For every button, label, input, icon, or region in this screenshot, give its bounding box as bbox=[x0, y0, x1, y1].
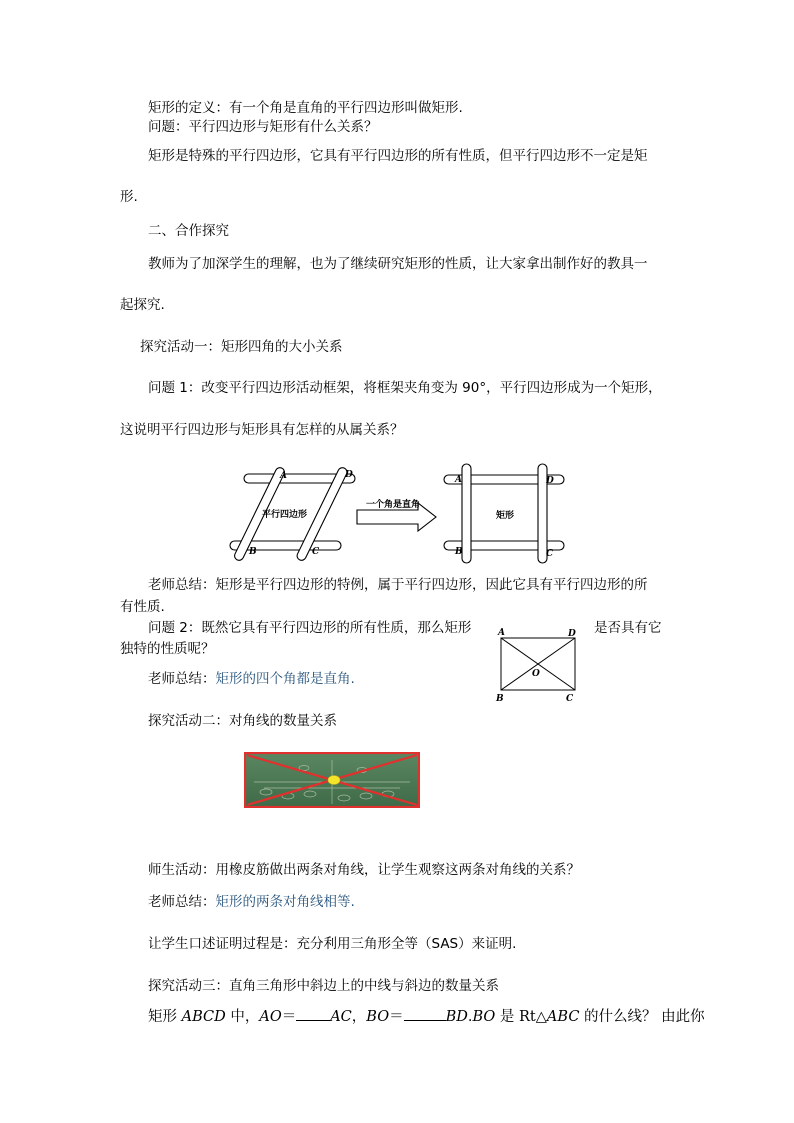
summary-2-prefix: 老师总结： bbox=[148, 671, 216, 687]
para-label-d: D bbox=[345, 470, 353, 480]
rect-label-c: C bbox=[546, 549, 554, 559]
rectangle-question-line: 矩形 ABCD 中，AO＝ AC，BO＝ BD.BO 是 Rt△ABC 的什么线？ 由此你 bbox=[148, 1006, 705, 1026]
rect-label-a: A bbox=[455, 475, 462, 485]
parallelogram-caption: 平行四边形 bbox=[262, 510, 308, 520]
question-2-line-1: 问题 2：既然它具有平行四边形的所有性质，那么矩形 bbox=[148, 620, 472, 636]
para-label-b: B bbox=[249, 547, 257, 557]
proof-line: 让学生口述证明过程是：充分利用三角形全等（SAS）来证明. bbox=[148, 936, 517, 952]
fig2-label-c: C bbox=[566, 694, 574, 704]
question-relationship: 问题：平行四边形与矩形有什么关系？ bbox=[148, 119, 378, 135]
question-1-line-2: 这说明平行四边形与矩形具有怎样的从属关系？ bbox=[120, 422, 404, 438]
summary-1-line-1: 老师总结：矩形是平行四边形的特例，属于平行四边形，因此它具有平行四边形的所 bbox=[148, 577, 648, 593]
rect-label-b: B bbox=[455, 547, 463, 557]
arrow-caption: 一个角是直角 bbox=[366, 500, 421, 510]
section-2-heading: 二、合作探究 bbox=[148, 223, 229, 239]
parallelogram-to-rectangle-figure bbox=[225, 462, 570, 568]
para-label-c: C bbox=[312, 547, 320, 557]
paragraph-1-line-1: 矩形是特殊的平行四边形，它具有平行四边形的所有性质，但平行四边形不一定是矩 bbox=[148, 148, 648, 164]
fig2-label-b: B bbox=[496, 694, 504, 704]
activity-3-heading: 探究活动三：直角三角形中斜边上的中线与斜边的数量关系 bbox=[148, 978, 499, 994]
fig2-label-a: A bbox=[498, 628, 505, 638]
rectangle-caption: 矩形 bbox=[496, 511, 515, 521]
activity-2-heading: 探究活动二：对角线的数量关系 bbox=[148, 713, 337, 729]
rectangle-abcd-diagonals-figure bbox=[494, 626, 584, 704]
summary-3-text: 矩形的两条对角线相等. bbox=[215, 894, 355, 910]
fig2-label-d: D bbox=[568, 629, 576, 639]
fill-blank-1[interactable] bbox=[296, 1006, 330, 1021]
teacher-student-activity: 师生活动：用橡皮筋做出两条对角线，让学生观察这两条对角线的关系？ bbox=[148, 862, 580, 878]
fill-blank-2[interactable] bbox=[404, 1006, 446, 1021]
summary-3-prefix: 老师总结： bbox=[148, 894, 216, 910]
paragraph-2-line-2: 起探究. bbox=[120, 297, 165, 313]
paragraph-1-line-2: 形. bbox=[120, 189, 138, 205]
rubber-band-diagonals-photo bbox=[244, 752, 420, 808]
activity-1-heading: 探究活动一：矩形四角的大小关系 bbox=[140, 339, 343, 355]
question-2-line-2: 独特的性质呢？ bbox=[120, 641, 215, 657]
rect-label-d: D bbox=[546, 476, 554, 486]
question-2-line-1-end: 是否具有它 bbox=[594, 620, 662, 636]
fig2-label-o: O bbox=[532, 669, 540, 679]
question-1-line-1: 问题 1：改变平行四边形活动框架，将框架夹角变为 90°，平行四边形成为一个矩形， bbox=[148, 380, 662, 396]
definition-line: 矩形的定义：有一个角是直角的平行四边形叫做矩形. bbox=[148, 100, 463, 116]
summary-3 bbox=[148, 893, 355, 911]
summary-2 bbox=[148, 670, 355, 688]
para-label-a: A bbox=[280, 471, 287, 481]
summary-2-text: 矩形的四个角都是直角. bbox=[215, 671, 355, 687]
paragraph-2-line-1: 教师为了加深学生的理解，也为了继续研究矩形的性质，让大家拿出制作好的教具一 bbox=[148, 256, 648, 272]
summary-1-line-2: 有性质. bbox=[120, 599, 165, 615]
